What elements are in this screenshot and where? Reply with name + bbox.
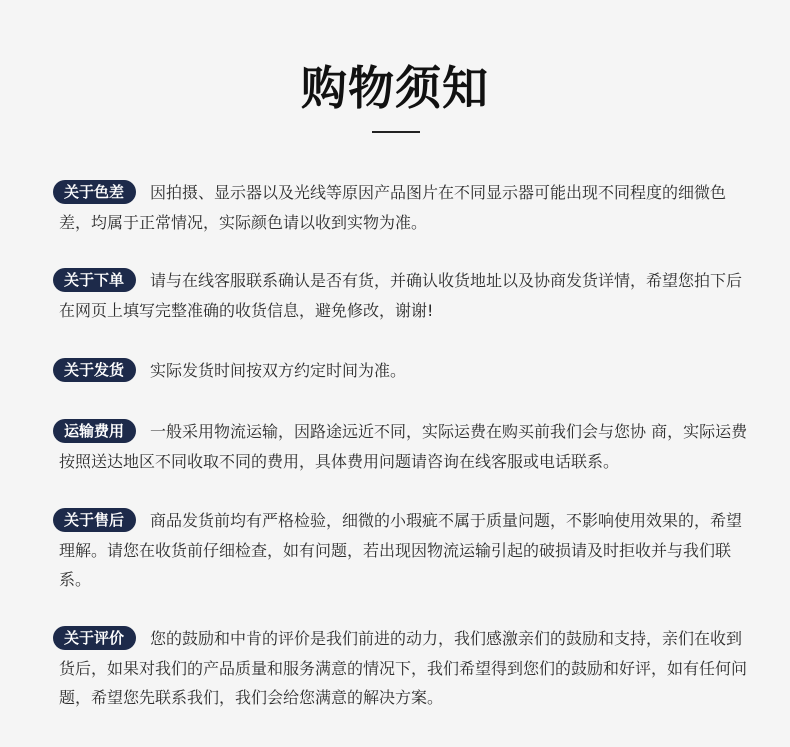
section-text: 您的鼓励和中肯的评价是我们前进的动力，我们感激亲们的鼓励和支持，亲们在收到货后，如果对我们的产品质量和服务满意的情况下，我们希望得到您们的鼓励和好评，如有任何问题，希望您先联系我们，我们会给您满意的解决方案。 [59,629,748,707]
section-badge: 关于发货 [53,358,136,382]
title-underline [372,131,420,133]
section-badge: 关于售后 [53,508,136,532]
section-paragraph [53,356,753,386]
section-badge: 关于色差 [53,180,136,204]
section-badge: 关于下单 [53,268,136,292]
section-paragraph [53,624,753,713]
section-text: 商品发货前均有严格检验，细微的小瑕疵不属于质量问题，不影响使用效果的，希望理解。请您在收货前仔细检查，如有问题，若出现因物流运输引起的破损请及时拒收并与我们联系。 [59,511,743,589]
section-after-sales [53,506,753,595]
page-title: 购物须知 [301,61,489,115]
section-freight [53,417,753,476]
section-reviews [53,624,753,713]
section-badge: 关于评价 [53,626,136,650]
section-text: 请与在线客服联系确认是否有货，并确认收货地址以及协商发货详情，希望您拍下后在网页上填写完整准确的收货信息，避免修改，谢谢! [59,271,743,320]
section-color-difference [53,178,753,237]
section-shipping [53,356,753,386]
section-text: 因拍摄、显示器以及光线等原因产品图片在不同显示器可能出现不同程度的细微色差，均属于正常情况，实际颜色请以收到实物为准。 [59,183,727,232]
section-paragraph [53,266,753,325]
section-paragraph [53,417,753,476]
section-text: 实际发货时间按双方约定时间为准。 [150,361,407,380]
section-paragraph [53,178,753,237]
section-text: 一般采用物流运输，因路途远近不同，实际运费在购买前我们会与您协 商，实际运费按照送达地区不同收取不同的费用，具体费用问题请咨询在线客服或电话联系。 [59,422,748,471]
section-badge: 运输费用 [53,419,136,443]
section-paragraph [53,506,753,595]
section-ordering [53,266,753,325]
